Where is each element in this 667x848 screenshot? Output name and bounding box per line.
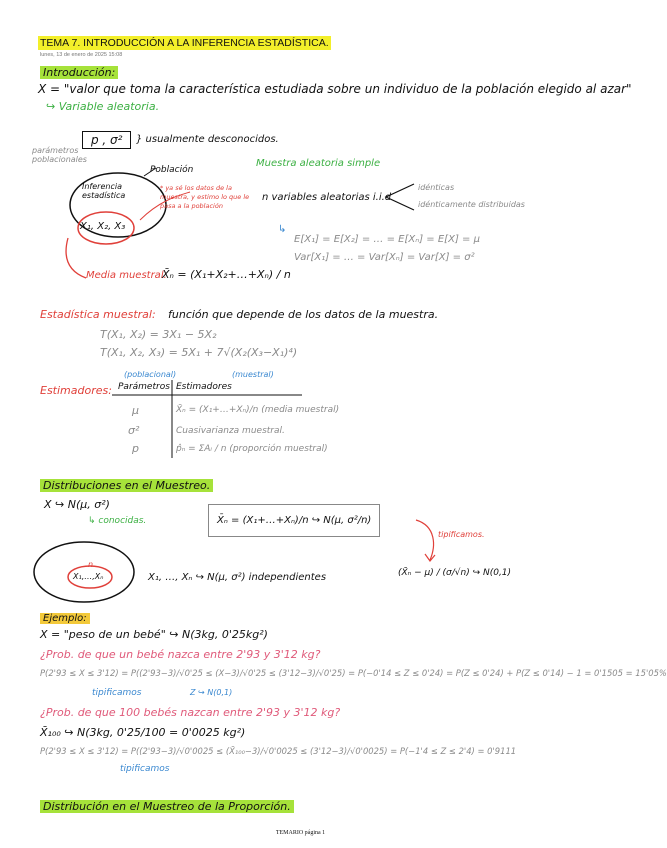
sample-x123: X₁, X₂, X₃ bbox=[80, 221, 126, 232]
estadistica-def: función que depende de los datos de la muestra. bbox=[168, 308, 439, 321]
param-p: p bbox=[132, 442, 139, 455]
estimator-mean: X̄ₙ = (X₁+…+Xₙ)/n (media muestral) bbox=[176, 405, 340, 415]
muestral-note: (muestral) bbox=[232, 370, 274, 379]
section-heading-ejemplo: Ejemplo: bbox=[40, 613, 90, 624]
x-normal: X ↪ N(μ, σ²) bbox=[44, 498, 110, 511]
poblacion-label: Población bbox=[150, 165, 194, 175]
media-muestral-label: Media muestral: bbox=[86, 270, 167, 281]
estadistica-label: Estadística muestral: bbox=[40, 308, 156, 321]
tipificamos-1: tipificamos bbox=[92, 688, 142, 698]
section-heading-introduccion: Introducción: bbox=[40, 66, 118, 79]
x100-distribution: X̄₁₀₀ ↪ N(3kg, 0'25/100 = 0'0025 kg²) bbox=[40, 726, 246, 739]
x-definition: X = "valor que toma la característica estudiada sobre un individuo de la población elegido al azar" bbox=[38, 82, 632, 96]
tipificar-arrow bbox=[412, 516, 442, 566]
mas-expectation: E[X₁] = E[X₂] = … = E[Xₙ] = E[X] = μ bbox=[294, 234, 480, 245]
standardization-formula: (X̄ₙ − μ) / (σ/√n) ↪ N(0,1) bbox=[398, 568, 512, 578]
mas-variance: Var[X₁] = … = Var[Xₙ] = Var[X] = σ² bbox=[294, 252, 475, 263]
question-1: ¿Prob. de que un bebé nazca entre 2'93 y 3'12 kg? bbox=[40, 648, 321, 661]
ejemplo-x-def: X = "peso de un bebé" ↪ N(3kg, 0'25kg²) bbox=[40, 628, 268, 641]
variable-aleatoria-label: ↪ Variable aleatoria. bbox=[46, 100, 160, 113]
calc-1: P(2'93 ≤ X ≤ 3'12) = P((2'93−3)/√0'25 ≤ (X−3)/√0'25 ≤ (3'12−3)/√0'25) = P(−0'14 ≤ Z ≤ 0'24) = P(Z ≤ 0'24) + P(Z ≤ 0'14) − 1 = 0'1505 = 15'05% bbox=[40, 668, 667, 678]
estimator-cuasivarianza: Cuasivarianza muestral. bbox=[176, 426, 285, 436]
poblacional-note: (poblacional) bbox=[124, 370, 177, 379]
sample-mean-distribution-box: X̄ₙ = (X₁+…+Xₙ)/n ↪ N(μ, σ²/n) bbox=[208, 504, 380, 537]
param-mu: μ bbox=[132, 404, 139, 417]
n-label: n bbox=[88, 560, 94, 569]
conocidas-note: ↳ conocidas. bbox=[88, 516, 147, 526]
calc-2: P(2'93 ≤ X ≤ 3'12) = P((2'93−3)/√0'0025 ≤ (X̄₁₀₀−3)/√0'0025 ≤ (3'12−3)/√0'0025) = P(−1'4 ≤ Z ≤ 2'4) = 0'9111 bbox=[40, 746, 517, 756]
page-date: lunes, 13 de enero de 2025 15:08 bbox=[40, 52, 123, 58]
sample-x1-xn: X₁,…,Xₙ bbox=[73, 572, 104, 581]
section-heading-proporcion: Distribución en el Muestreo de la Proporción. bbox=[40, 800, 294, 813]
mas-iid-distribuidas: idénticamente distribuidas bbox=[418, 200, 525, 209]
col-estimadores: Estimadores bbox=[176, 382, 232, 392]
inferencia-note: * ya sé los datos de la muestra, y estimo lo que le pasa a la población bbox=[160, 184, 250, 210]
mas-title: Muestra aleatoria simple bbox=[256, 158, 381, 169]
col-parametros: Parámetros bbox=[118, 382, 170, 392]
estimadores-label: Estimadores: bbox=[40, 384, 112, 397]
t1-formula: T(X₁, X₂) = 3X₁ − 5X₂ bbox=[100, 328, 217, 341]
arrow-icon: ↳ bbox=[278, 224, 287, 235]
mas-iid-identicas: idénticas bbox=[418, 183, 455, 192]
page-title: TEMA 7. INTRODUCCIÓN A LA INFERENCIA ESTADÍSTICA. bbox=[40, 37, 329, 49]
parametros-side-note: parámetros poblacionales bbox=[32, 146, 87, 164]
section-heading-distribuciones: Distribuciones en el Muestreo. bbox=[40, 479, 213, 492]
t2-formula: T(X₁, X₂, X₃) = 5X₁ + 7√(X₂(X₃−X₁)⁴) bbox=[100, 346, 298, 359]
z-standard-1: Z ↪ N(0,1) bbox=[190, 688, 233, 697]
param-sigma2: σ² bbox=[128, 424, 140, 437]
page-footer: TEMARIO página 1 bbox=[275, 830, 326, 836]
estimator-proportion: p̂ₙ = ΣAᵢ / n (proporción muestral) bbox=[176, 444, 328, 454]
mas-n-vars: n variables aleatorias i.i.d bbox=[262, 192, 392, 203]
tipificamos-2: tipificamos bbox=[120, 764, 170, 774]
tipificamos-note: tipificamos. bbox=[438, 530, 485, 539]
question-2: ¿Prob. de que 100 bebés nazcan entre 2'93 y 3'12 kg? bbox=[40, 706, 341, 719]
independent-sample: X₁, …, Xₙ ↪ N(μ, σ²) independientes bbox=[148, 572, 327, 583]
iid-brace bbox=[380, 180, 420, 214]
media-muestral-formula: X̄ₙ = (X₁+X₂+…+Xₙ) / n bbox=[162, 268, 291, 281]
inferencia-label: Inferencia estadística bbox=[82, 182, 126, 200]
parameters-note: } usualmente desconocidos. bbox=[136, 134, 279, 145]
parameters-box: p , σ² bbox=[82, 131, 131, 149]
